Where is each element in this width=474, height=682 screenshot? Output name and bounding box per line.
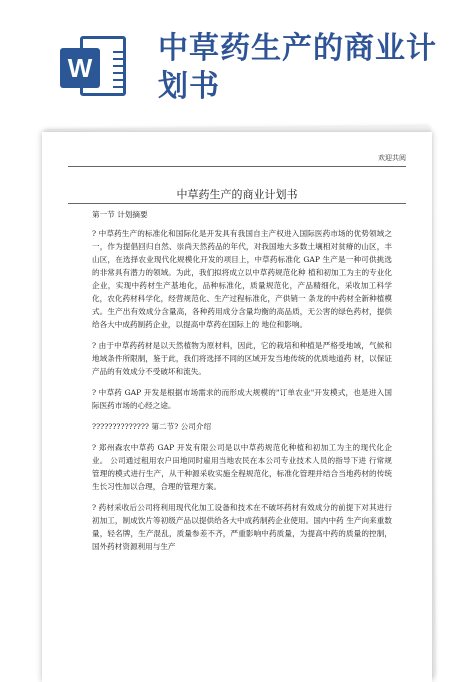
paragraph: ? 药材采收后公司将利用现代化加工设备和技术在不破坏药材有效成分的前提下对其进行初加工，制成饮片等初级产品以提供给各大中成药制药企业使用。国内中药 生产向来重数量，轻名牌，生产混乱，质量参差不齐，严重影响中药质量，为提高中药的质量的控制，国外药材资源利用与生产	[92, 503, 392, 551]
document-title: 中草药生产的商业计划书	[176, 188, 298, 201]
header-note: 欢迎共阅	[378, 154, 406, 162]
banner	[0, 0, 474, 120]
section-heading: 第一节 计划摘要	[92, 210, 148, 219]
section-heading: ?????????????? 第二节? 公司介绍	[92, 422, 212, 431]
word-document-icon	[60, 36, 126, 96]
header-rule	[68, 166, 406, 167]
paragraph: ? 由于中草药药材是以天然植物为原材料，因此，它的栽培和种植是严格受地域，气候和地域条件所限制，鉴于此，我们将选择不同的区域开发当地传统的优质地道药 材，以保证产品的有效成分不受破坏和流失。	[92, 341, 392, 376]
banner-title: 中草药生产的商业计划书	[158, 31, 437, 104]
title-rule	[68, 203, 406, 204]
word-logo-badge: W	[60, 48, 100, 88]
document-page	[42, 132, 432, 682]
paragraph: ? 中草药生产的标准化和国际化是开发具有我国自主产权进入国际医药市场的优势领域之一，作为提倡回归自然、崇尚天然药品的年代，对我国地大多数土壤相对贫瘠的山区，丰山区，在选择农业现代化规模化开发的项目上，中草药标准化 GAP 生产是一种可供挑选的非常具有潜力的领域。为此，我们拟将成立以中草药规范化种 植和初加工为主的专业化企业，实现中药材生产基地化，品种标准化，质量规范化，产品精细化，采收加工科学化，农化药材科学化，经营规范化、生产过程标准化，产供销一 条龙的中药材全新种植模式。生产出有效成分含量高，各种药用成分含量均衡的高品质，无公害的绿色药材，提供给各大中成药制药企业，以提高中草药在国际上的 地位和影响。	[92, 229, 392, 329]
paragraph: ? 中草药 GAP 开发是根据市场需求的而形成大规模的"订单农业"开发模式，也是进入国际医药市场的心经之途。	[92, 388, 392, 410]
document-body	[92, 208, 392, 561]
paragraph: ? 郑州森农中草药 GAP 开发有限公司是以中草药规范化种植和初加工为主的现代化企业。 公司通过租用农户田地同时雇用当地农民在本公司专业技术人员的指导下进 行常规管理的模式进行生产，从干种源采收实施全程规范化，标准化管理并结合当地药材的传统生长习性加以合理，合理的管理方案。	[92, 443, 392, 491]
